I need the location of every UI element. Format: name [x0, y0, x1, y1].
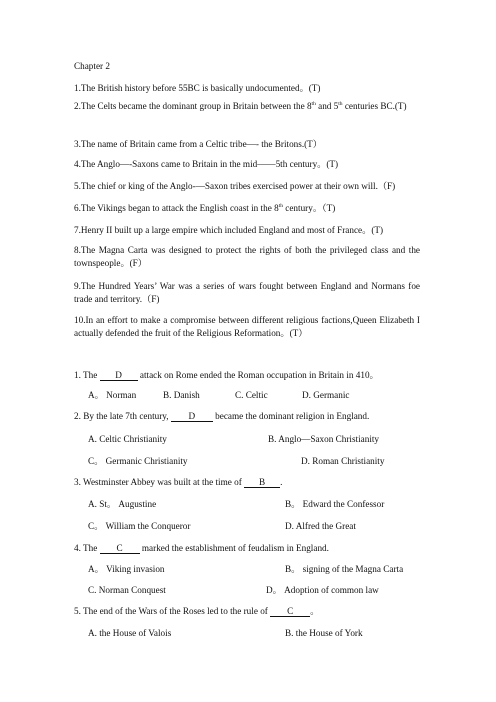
tf-statement-10: 10.In an effort to make a compromise between different religious factions,Queen Elizabeth I actually defended the fruit of the Religious Reformation。(T） — [74, 315, 420, 338]
mc2-option-b: B. Anglo—Saxon Christianity — [268, 434, 380, 444]
mc-question-1: 1. The D attack on Rome ended the Roman occupation in Britain in 410。 — [74, 370, 379, 380]
mc5-option-b: B. the House of York — [285, 628, 363, 638]
mc2-option-d: D. Roman Christianity — [301, 456, 385, 466]
chapter-title: Chapter 2 — [74, 61, 110, 71]
mc2-option-a: A. Celtic Christianity — [88, 434, 167, 444]
mc3-option-c: C。 William the Conqueror — [88, 521, 191, 531]
tf-statement-4: 4.The Anglo—-Saxons came to Britain in the mid——5th century。(T) — [74, 159, 339, 169]
answer-blank: C — [270, 606, 310, 617]
mc4-option-c: C. Norman Conquest — [88, 585, 166, 595]
mc5-option-a: A. the House of Valois — [88, 628, 172, 638]
tf-statement-3: 3.The name of Britain came from a Celtic tribe—- the Britons.(T） — [74, 139, 322, 149]
tf-statement-6: 6.The Vikings began to attack the English coast in the 8th century。（T) — [74, 203, 336, 213]
tf-statement-1: 1.The British history before 55BC is basically undocumented。(T) — [74, 83, 321, 93]
mc-question-3: 3. Westminster Abbey was built at the time of B . — [74, 477, 283, 487]
tf-statement-8: 8.The Magna Carta was designed to protect the rights of both the privileged class and the townspeople。(F） — [74, 245, 420, 268]
mc1-option-d: D. Germanic — [302, 390, 350, 400]
mc4-option-d: D。 Adoption of common law — [266, 585, 379, 595]
mc3-option-b: B。 Edward the Confessor — [285, 499, 385, 509]
tf-statement-7: 7.Henry II built up a large empire which included England and most of France。(T) — [74, 225, 384, 235]
mc-question-5: 5. The end of the Wars of the Roses led to the rule of C 。 — [74, 606, 320, 616]
answer-blank: D — [100, 370, 138, 381]
mc4-option-b: B。 signing of the Magna Carta — [285, 564, 404, 574]
answer-blank: B — [244, 477, 280, 488]
mc-question-4: 4. The C marked the establishment of feudalism in England. — [74, 543, 329, 553]
answer-blank: D — [171, 411, 213, 422]
tf-statement-5: 5.The chief or king of the Anglo-—Saxon tribes exercised power at their own will.（F) — [74, 181, 396, 191]
tf-statement-2: 2.The Celts became the dominant group in Britain between the 8th and 5th centuries BC.(T) — [74, 101, 407, 111]
answer-blank: C — [100, 543, 140, 554]
mc1-option-b: B. Danish — [163, 390, 200, 400]
mc3-option-d: D. Alfred the Great — [285, 521, 356, 531]
mc2-option-c: C。 Germanic Christianity — [88, 456, 188, 466]
mc3-option-a: A. St。 Augustine — [88, 499, 157, 509]
mc4-option-a: A。 Viking invasion — [88, 564, 165, 574]
mc1-option-c: C. Celtic — [235, 390, 268, 400]
tf-statement-9: 9.The Hundred Years’ War was a series of wars fought between England and Normans foe trade and territory.（F) — [74, 281, 420, 304]
mc-question-2: 2. By the late 7th century, D became the dominant religion in England. — [74, 411, 370, 421]
mc1-option-a: A。 Norman — [88, 390, 137, 400]
